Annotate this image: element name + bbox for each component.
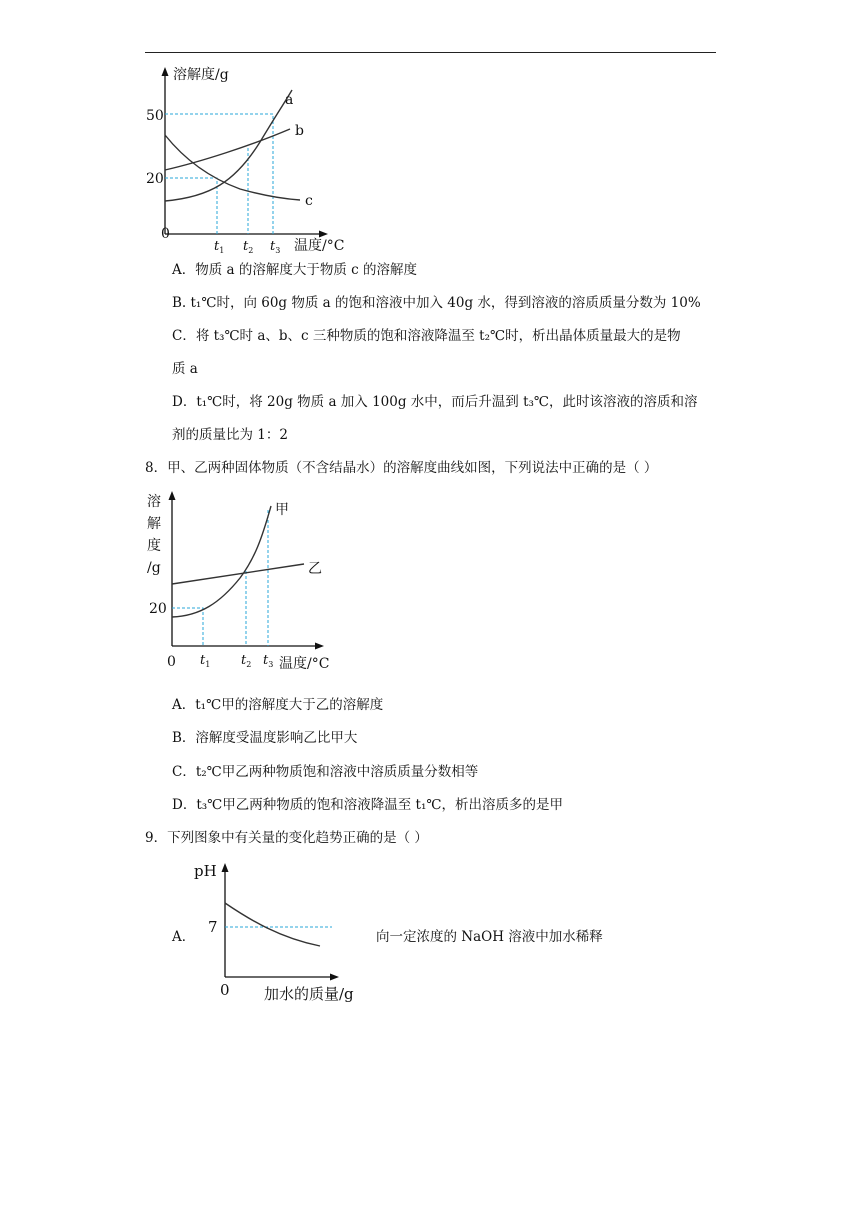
q9-stem: 9．下列图象中有关量的变化趋势正确的是（ ）	[145, 830, 428, 846]
origin-label: 0	[161, 226, 170, 242]
label-c: c	[305, 193, 313, 209]
curve-c	[165, 135, 300, 200]
guide-20	[165, 178, 217, 234]
x-tick-t3: $t_3$	[270, 239, 281, 255]
x-tick-t1: $t_1$	[214, 239, 225, 255]
x-axis-arrow	[319, 231, 328, 238]
q7-option-b[interactable]: B. t₁℃时，向 60g 物质 a 的饱和溶液中加入 40g 水，得到溶液的溶质质量分数为 10%	[172, 295, 701, 311]
q7-option-d[interactable]: D．t₁℃时，将 20g 物质 a 加入 100g 水中，而后升温到 t₃℃，此时该溶液的溶质和溶	[172, 394, 698, 410]
x-tick-t3: $t_3$	[263, 653, 274, 669]
q8-option-d[interactable]: D．t₃℃甲乙两种物质的饱和溶液降温至 t₁℃，析出溶质多的是甲	[172, 797, 563, 813]
x-axis-label: 加水的质量/g	[264, 985, 354, 1003]
origin-label: 0	[167, 654, 176, 670]
q8-option-a[interactable]: A．t₁℃甲的溶解度大于乙的溶解度	[172, 697, 384, 713]
y-tick-50: 50	[146, 108, 164, 124]
y-label-char-1: 溶	[147, 494, 161, 510]
x-axis-arrow	[330, 974, 339, 981]
q7-option-d-cont: 剂的质量比为 1：2	[172, 427, 288, 443]
y-axis-arrow	[162, 67, 169, 76]
guide-50	[165, 114, 273, 234]
label-a: a	[285, 92, 294, 108]
header-rule	[145, 52, 716, 53]
q7-option-c[interactable]: C．将 t₃℃时 a、b、c 三种物质的饱和溶液降温至 t₂℃时，析出晶体质量最大的是物	[172, 328, 681, 344]
x-tick-t2: $t_2$	[243, 239, 254, 255]
x-tick-t1: $t_1$	[200, 653, 211, 669]
y-axis-label: 溶解度/g	[173, 67, 229, 83]
y-label-char-2: 解	[147, 516, 161, 532]
q7-option-c-cont: 质 a	[172, 361, 198, 377]
label-jia: 甲	[275, 502, 289, 518]
y-axis-label: pH	[194, 862, 217, 880]
q9-option-a-text: 向一定浓度的 NaOH 溶液中加水稀释	[376, 929, 603, 945]
q9-option-a-label[interactable]: A．	[172, 929, 196, 945]
y-tick-7: 7	[208, 918, 218, 936]
y-label-char-3: 度	[147, 538, 161, 554]
solubility-chart-abc	[140, 62, 345, 255]
y-axis-arrow	[169, 491, 176, 500]
q7-option-a[interactable]: A．物质 a 的溶解度大于物质 c 的溶解度	[172, 262, 418, 278]
y-axis-arrow	[222, 863, 229, 872]
label-b: b	[295, 123, 304, 139]
y-label-char-4: /g	[147, 560, 161, 576]
origin-label: 0	[220, 981, 230, 999]
solubility-chart-jia-yi	[140, 488, 350, 673]
curve-b	[165, 129, 290, 170]
x-tick-t2: $t_2$	[241, 653, 252, 669]
q8-option-c[interactable]: C．t₂℃甲乙两种物质饱和溶液中溶质质量分数相等	[172, 764, 479, 780]
q8-stem: 8．甲、乙两种固体物质（不含结晶水）的溶解度曲线如图，下列说法中正确的是（ ）	[145, 460, 658, 476]
ph-curve	[225, 903, 320, 946]
x-axis-label: 温度/°C	[294, 238, 345, 254]
label-yi: 乙	[308, 561, 322, 577]
x-axis-label: 温度/°C	[279, 656, 330, 672]
ph-chart	[190, 858, 370, 1008]
x-axis-arrow	[315, 643, 324, 650]
guide-20	[172, 608, 203, 646]
curve-jia	[172, 506, 271, 617]
y-tick-20: 20	[146, 171, 164, 187]
q8-option-b[interactable]: B．溶解度受温度影响乙比甲大	[172, 730, 358, 746]
y-tick-20: 20	[149, 601, 167, 617]
